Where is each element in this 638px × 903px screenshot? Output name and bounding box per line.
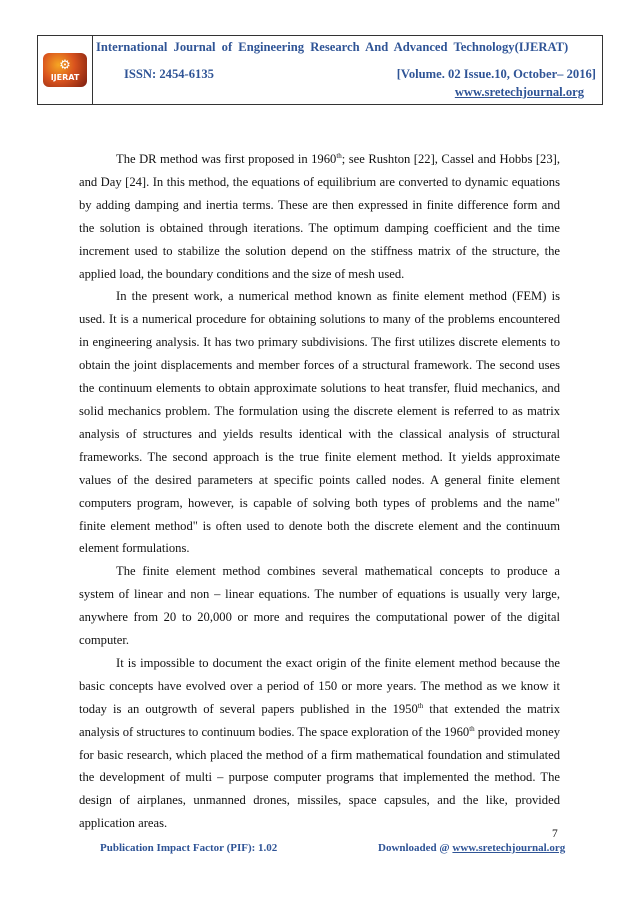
journal-logo [38, 36, 93, 104]
paragraph-2: In the present work, a numerical method known as finite element method (FEM) is used. It is a numerical procedure for obtaining solutions to many of the problems encountered in engineering analysis. It has two primary subdivisions. The first utilizes discrete elements to obtain the joint displacements and member forces of a structural framework. The second uses the continuum elements to obtain approximate solutions to heat transfer, fluid mechanics, and solid mechanics problem. The formulation using the discrete element is referred to as matrix analysis of structures and yields results identical with the classical analysis of structural frameworks. The second approach is the true finite element method. It yields approximate values of the desired parameters at specific points called nodes. A general finite element computers program, however, is capable of solving both types of problems and the name" finite element method" is often used to denote both the discrete element and the continuum element formulations. [79, 289, 560, 556]
downloaded-label: Downloaded @ [378, 842, 453, 854]
impact-factor: Publication Impact Factor (PIF): 1.02 [100, 842, 278, 854]
paragraph-1 [79, 148, 560, 285]
text-run: that extended the matrix analysis of structures to continuum bodies. The space exploration of the 1960 [79, 701, 560, 739]
paragraph-3: The finite element method combines several mathematical concepts to produce a system of linear and non – linear equations. The number of equations is usually very large, anywhere from 20 to 20,000 or more and requires the computational power of the digital computer. [79, 564, 560, 648]
issn: ISSN: 2454-6135 [124, 67, 214, 81]
paragraph-4 [79, 652, 560, 835]
superscript: th [469, 724, 475, 733]
journal-website-link[interactable]: www.sretechjournal.org [454, 85, 584, 99]
journal-header [37, 35, 603, 105]
gear-globe-glyph: ⚙ [59, 57, 71, 73]
text-run: It is impossible to document the exact origin of the finite element method because the basic concepts have evolved over a period of 150 or more years. The method as we know it today is an outgrowth of several papers published in the 1950 [79, 655, 560, 716]
footer-website-link[interactable]: www.sretechjournal.org [452, 842, 566, 854]
ijerat-logo-icon [43, 53, 87, 87]
logo-label: IJERAT [50, 72, 80, 82]
journal-title: International Journal of Engineering Research And Advanced Technology(IJERAT) [96, 40, 569, 54]
volume-issue: [Volume. 02 Issue.10, October– 2016] [396, 67, 596, 81]
article-body [79, 148, 560, 835]
text-run: provided money for basic research, which placed the method of a firm mathematical foundation and stimulated the development of multi – purpose computer programs that implemented the method. The design of airplanes, unmanned drones, missiles, space capsules, and the like, provided application areas. [79, 724, 560, 831]
text-run: ; see Rushton [22], Cassel and Hobbs [23], and Day [24]. In this method, the equations of equilibrium are converted to dynamic equations by adding damping and inertia terms. These are then expressed in finite difference form and the solution is obtained through iterations. The optimum damping coefficient and the time increment used to stabilize the solution depend on the stiffness matrix of the structure, the applied load, the boundary conditions and the size of mesh used. [79, 152, 560, 281]
text-run: The DR method was first proposed in 1960 [116, 152, 337, 166]
superscript: th [417, 701, 424, 710]
superscript: th [336, 152, 342, 160]
page-number: 7 [552, 828, 558, 840]
downloaded-from [378, 842, 565, 854]
